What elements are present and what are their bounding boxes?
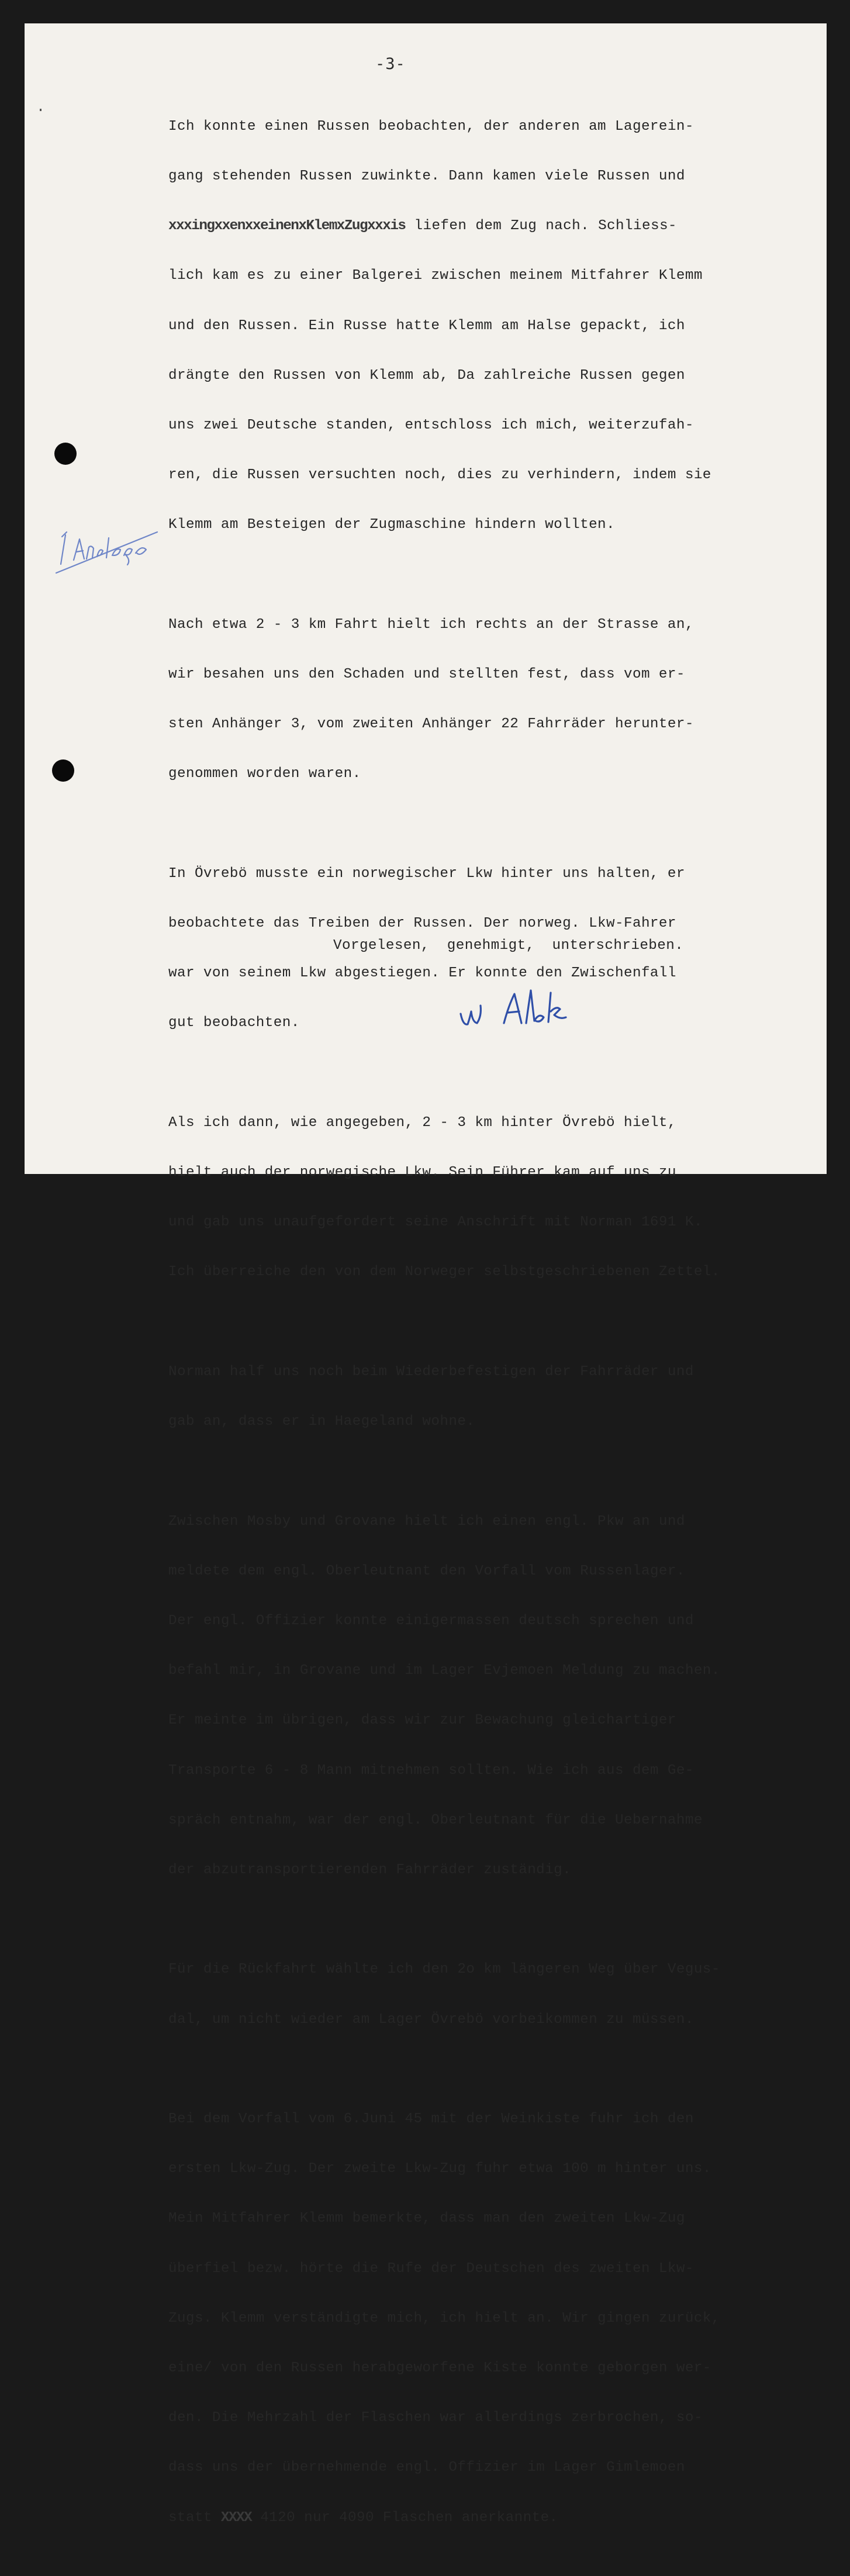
text-fragment: statt [168,2509,212,2526]
text-line: und gab uns unaufgefordert seine Anschrift mit Norman 1691 K. [168,1214,703,1231]
paragraph-2 [168,583,823,816]
text-line: lich kam es zu einer Balgerei zwischen meinem Mitfahrer Klemm [168,268,703,284]
text-line: eine/ von den Russen herabgeworfene Kiste konnte geborgen wer- [168,2360,711,2376]
text-line: genommen worden waren. [168,766,361,782]
closing-formula: Vorgelesen, genehmigt, unterschrieben. [333,938,684,954]
text-line: In Övrebö musste ein norwegischer Lkw hinter uns halten, er [168,865,685,882]
punch-hole-top [54,443,77,465]
text-line: Norman half uns noch beim Wiederbefestigen der Fahrräder und [168,1363,694,1380]
text-line: Er meinte im übrigen, dass wir zur Bewachung gleichartiger [168,1712,676,1729]
paragraph-7 [168,1929,823,2062]
text-line: Nach etwa 2 - 3 km Fahrt hielt ich rechts an der Strasse an, [168,616,694,633]
text-line: der abzutransportierenden Fahrräder zuständig. [168,1862,572,1878]
text-line: ersten Lkw-Zug. Der zweite Lkw-Zug fuhr etwa 100 m hinter uns. [168,2161,711,2177]
text-line: Mein Mitfahrer Klemm bemerkte, dass man den zweiten Lkw-Zug [168,2211,685,2227]
letter-body [168,85,823,2576]
text-line: Ich konnte einen Russen beobachten, der anderen am Lagerein- [168,118,694,134]
text-line: Für die Rückfahrt wählte ich den 2o km längeren Weg über Vegus- [168,1962,720,1978]
text-line-with-strikethrough [168,218,823,234]
text-line: Zwischen Mosby und Grovane hielt ich einen engl. Pkw an und [168,1513,685,1529]
text-line: und den Russen. Ein Russe hatte Klemm am Halse gepackt, ich [168,317,685,334]
text-line: spräch entnahm, war der engl. Oberleutnant für die Uebernahme [168,1812,703,1828]
struck-text: xxxingxxenxxeinenxKlemxZugxxxis [168,218,406,234]
text-line: befahl mir, in Grovane und im Lager Evjemoen Meldung zu machen. [168,1663,720,1679]
margin-note-anlage [43,509,160,585]
text-line: ren, die Russen versuchten noch, dies zu verhindern, indem sie [168,467,711,484]
text-line: Bei dem Vorfall vom 6.Juni 45 mit der Weinkiste fuhr ich den [168,2111,694,2127]
stray-ink-dot [40,109,42,111]
text-line: Klemm am Besteigen der Zugmaschine hindern wollten. [168,517,616,533]
text-line: gang stehenden Russen zuwinkte. Dann kamen viele Russen und [168,168,685,185]
text-line: dal, um nicht wieder am Lager Övrebö vorbeikommen zu müssen. [168,2011,694,2028]
text-line: den. Die Mehrzahl der Flaschen war allerdings zerbrochen, so- [168,2410,703,2426]
text-line: beobachtete das Treiben der Russen. Der norweg. Lkw-Fahrer [168,916,676,932]
text-line: liefen dem Zug nach. Schliess- [414,218,677,234]
page-number: -3- [375,55,406,73]
text-line: Ich überreiche den von dem Norweger selbstgeschriebenen Zettel. [168,1264,720,1280]
struck-text: XXXX [220,2509,252,2526]
text-line: Als ich dann, wie angegeben, 2 - 3 km hinter Övrebö hielt, [168,1114,676,1131]
text-line: überfiel bezw. hörte die Rufe der Deutschen des zweiten Lkw- [168,2260,694,2277]
paragraph-4 [168,1082,823,1314]
punch-hole-bottom [52,759,74,782]
text-line-with-strikethrough [168,2510,823,2526]
text-line: sten Anhänger 3, vom zweiten Anhänger 22 Fahrräder herunter- [168,716,694,733]
text-line: Der engl. Offizier konnte einigermassen deutsch sprechen und [168,1612,694,1629]
text-line: 4120 nur 4090 Flaschen anerkannte. [260,2509,558,2526]
text-line: war von seinem Lkw abgestiegen. Er konnte den Zwischenfall [168,965,676,982]
text-line: hielt auch der norwegische Lkw. Sein Führer kam auf uns zu [168,1165,676,1181]
paragraph-1 [168,85,823,567]
text-line: gut beobachten. [168,1015,300,1031]
text-line: drängte den Russen von Klemm ab, Da zahlreiche Russen gegen [168,367,685,384]
paragraph-6 [168,1480,823,1912]
text-line: Zugs. Klemm verständigte mich, ich hielt an. Wir gingen zurück, [168,2310,720,2326]
paragraph-5 [168,1331,823,1463]
text-line: meldete dem engl. Oberleutnant den Vorfall vom Russenlager. [168,1563,685,1579]
text-line: gab an, dass er in Haegeland wohne. [168,1414,475,1430]
paragraph-8 [168,2078,823,2560]
text-line: uns zwei Deutsche standen, entschloss ich mich, weiterzufah- [168,417,694,434]
text-line: wir besahen uns den Schaden und stellten fest, dass vom er- [168,667,685,683]
text-line: Transporte 6 - 8 Mann mitnehmen sollten. Wie ich aus dem Ge- [168,1762,694,1779]
text-line: dass uns der übernehmende engl. Offizier im Lager Gimlemoen [168,2460,685,2476]
